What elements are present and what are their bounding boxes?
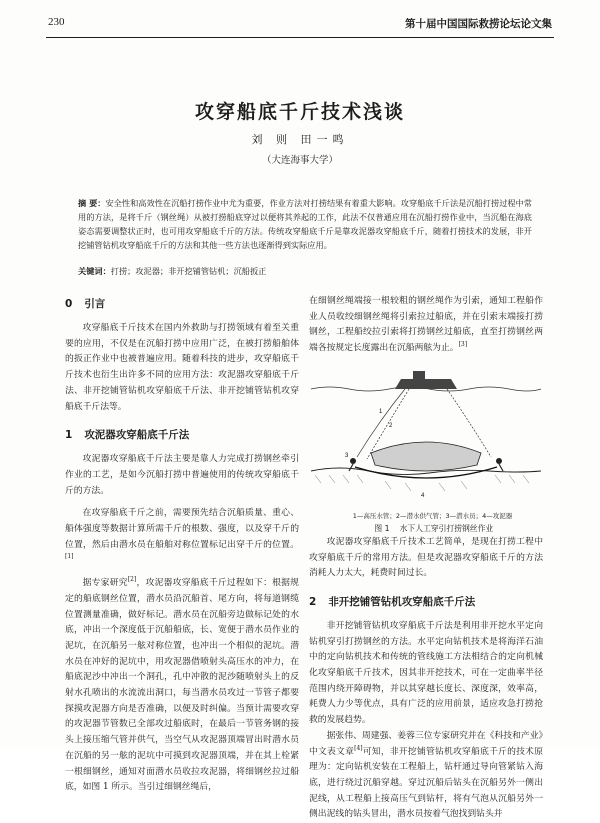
section1-paragraph-1: 攻泥器攻穿船底千斤法主要是靠人力完成打捞钢丝牵引作业的工艺，是如今沉船打捞中普遍使用的传统攻穿船底千斤的方法。 [65,454,299,496]
section-heading-intro: 0 引言 [65,298,106,310]
intro-paragraph: 攻穿船底千斤技术在国内外救助与打捞领域有着至关重要的应用，不仅是在沉船打捞中应用广泛，在被打捞船舶体的扳正作业中也被普遍应用。随着科技的进步，攻穿船底千斤技术也衍生出许多不同的应用方法：攻泥器攻穿船底千斤法、非开挖铺管钻机攻穿船底千斤法、非开挖铺管钻机攻穿船底千斤法等。 [65,323,299,412]
callout-1: 1 [379,408,383,415]
right-column [309,294,543,823]
citation-ref: [3] [458,341,468,349]
section1-paragraph-2: 在攻穿船底千斤之前，需要预先结合沉船质量、重心、船体强度等数据计算所需千斤的根数、强度，以及穿千斤的位置，然后由潜水员在船舶对称位置标记出穿千斤的位置。[1] [65,508,299,561]
abstract-label: 摘 要： [78,198,106,208]
paper-title: 攻穿船底千斤技术浅谈 [194,101,405,123]
figure-caption: 图 1 水下人工穿引打捞钢丝作业 [374,523,494,533]
figure-legend: 1—高压水管；2—潜水供气管；3—潜水员；4—攻泥器 [352,511,513,520]
left-column [65,294,299,796]
abstract [78,196,532,252]
section-heading-1: 1 攻泥器攻穿船底千斤法 [65,429,190,442]
figure-1-diagram [309,361,543,511]
header-rule [46,37,554,38]
citation-ref: [1] [65,553,74,561]
work-vessel-icon [395,379,457,389]
diver-icon [350,458,356,464]
callout-3: 3 [345,452,349,459]
section-heading-2: 2 非开挖铺管钻机攻穿船底千斤法 [309,595,476,608]
keywords [78,265,532,278]
callout-2: 2 [389,422,393,429]
abstract-text: 安全性和高效性在沉船打捞作业中尤为重要，作业方法对打捞结果有着重大影响。攻穿船底千斤法是沉船打捞过程中常用的方法，是将千斤（钢丝绳）从被打捞船底穿过以便将其养起的工作，此法不仅普通应用在沉船打捞作业中，当沉船在海底姿态需要调整状正时，也可用攻穿船底千斤的方法。传统攻穿船底千斤是靠攻泥器攻穿船底千斤，随着打捞技术的发展，非开挖铺管钻机攻穿船底千斤的方法和其他一些方法也逐渐得到实际应用。 [78,198,532,250]
section2-paragraph-2: 据张伟、周建强、姜蓉三位专家研究并在《科技和产业》中文表文章[4]可知，非开挖铺管钻机攻穿船底千斤的技术原理为：定向钻机安装在工程船上，钻杆通过导向管紧钻入海底，进行绕过沉船穿越。穿过沉船后钻头在沉船另外一侧出泥线，从工程船上接高压气到钻杆，将有气泡从沉船另外一侧出泥线的钻头冒出，潜水员按着气泡找到钻头并 [309,730,543,820]
paper-authors: 刘 则 田一鸣 [251,133,349,146]
section2-paragraph-1: 非开挖铺管钻机攻穿船底千斤法是利用非开挖水平定向钻机穿引打捞钢丝的方法。水平定向钻机技术是将海洋石油中的定向钻机技术和传统的管线施工方法相结合的定向机械化攻穿船底千斤技术，因其非开挖技术，可在一定曲率半径范围内绕开障碍物，并以其穿越长度长、深度深，效率高，耗费人力少等优点，具有广泛的应用前景，适应攻急打捞抢救的发展趋势。 [309,620,543,726]
page-number: 230 [48,16,65,28]
keywords-text: 打捞；攻泥器；非开挖铺管钻机；沉船扳正 [110,266,267,276]
section1-paragraph-3: 据专家研究[2]，攻泥器攻穿船底千斤过程如下：根据规定的船底钢丝位置，潜水员沿沉船首、尾方向，将每道钢缆位置测量准确，做好标记。潜水员在沉船旁边做标记处的水底，冲出一个深度低于沉船船底，长、宽便于潜水员作业的泥坑，在沉船另一舷对称位置，也冲出一个相似的泥坑。潜水员在冲好的泥坑中，用攻泥器借喷射头高压水的冲力，在船底泥沙中冲出一个洞孔，孔中冲散的泥沙随喷射头上的反射水孔喷出的水流流出洞口，每当潜水员攻过一节管子都要探摸攻泥器方向是否准确，以便及时纠偏。当预计需要攻穿的攻泥器节管数已全部攻过船底时，在最后一节管务钢的接头上接压缩气管并供气，当空气从攻泥器顶端冒出时潜水员在沉船的另一舷的泥坑中可摸到攻泥器顶端，并在其上栓紧一根细钢丝，通知对面潜水员收拉攻泥器，将细钢丝拉过船底，如图 1 所示。当引过细钢丝绳后， [65,576,299,793]
citation-ref: [4] [354,744,363,752]
section1-paragraph-4: 攻泥器攻穿船底千斤技术工艺简单，是现在打捞工程中攻穿船底千斤的常用方法。但是攻泥器攻穿船底千斤的方法消耗人力太大，耗费时间过长。 [309,536,543,579]
sunken-ship-hull-icon [371,442,481,471]
diver-icon-right [496,458,502,464]
keywords-label: 关键词： [78,266,111,276]
paper-affiliation: （大连海事大学） [261,155,338,166]
running-title: 第十届中国国际救捞论坛论文集 [405,18,552,30]
vessel-cabin-icon [413,371,425,379]
citation-ref: [2] [127,576,137,584]
section1-continuation: 在细钢丝绳端接一根较粗的钢丝绳作为引索，通知工程船作业人员收绞细钢丝绳将引索拉过船底，并在引索末端接打捞钢丝，工程船绞拉引索将打捞钢丝过船底，直至打捞钢丝两端各按规定长度露出在沉船两舷为止。[3] [309,296,543,354]
callout-4: 4 [421,492,425,499]
